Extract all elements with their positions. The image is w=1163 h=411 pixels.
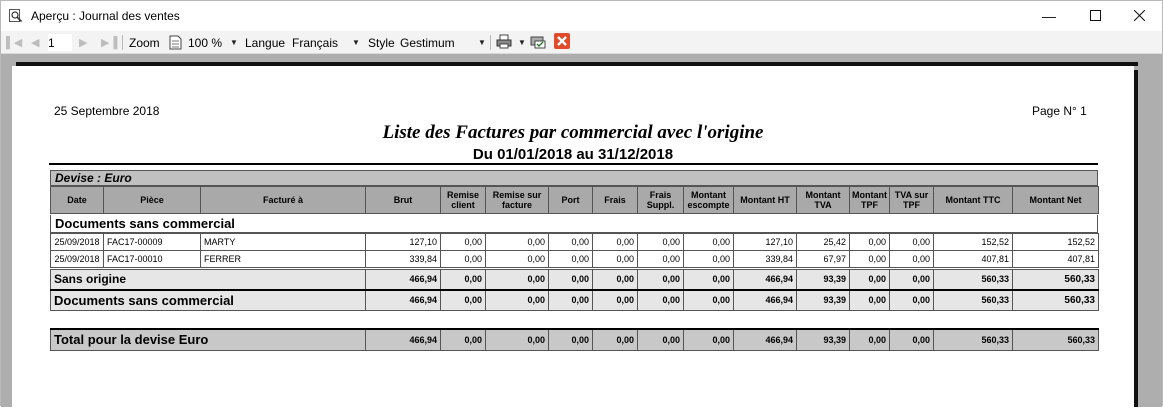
zoom-label: Zoom (129, 35, 160, 50)
cell-tpf: 0,00 (850, 270, 890, 290)
cell-net: 560,33 (1013, 329, 1099, 350)
cell-piece: FAC17-00010 (104, 251, 201, 268)
col-header-remise-facture: Remise sur facture (486, 187, 549, 214)
section-total-label: Documents sans commercial (51, 290, 366, 311)
print-dropdown-icon[interactable]: ▼ (518, 38, 526, 47)
page-number-input[interactable] (48, 34, 72, 51)
cell-remise-client: 0,00 (441, 329, 486, 350)
cell-net: 407,81 (1013, 251, 1099, 268)
toolbar-separator (122, 35, 123, 50)
grand-total-row (51, 329, 1099, 350)
cell-escompte: 0,00 (684, 234, 734, 251)
cell-frais-suppl: 0,00 (638, 234, 684, 251)
cell-ttc: 560,33 (934, 329, 1013, 350)
cell-brut: 466,94 (366, 290, 441, 311)
cell-tva: 93,39 (797, 290, 850, 311)
cell-frais-suppl: 0,00 (638, 290, 684, 311)
printer-icon (496, 34, 512, 52)
cell-piece: FAC17-00009 (104, 234, 201, 251)
cell-remise-facture: 0,00 (486, 234, 549, 251)
cell-frais-suppl: 0,00 (638, 329, 684, 350)
maximize-icon (1090, 8, 1101, 24)
col-header-remise-client: Remise client (441, 187, 486, 214)
page-zoom-icon (169, 34, 182, 51)
data-table (50, 233, 1099, 268)
cell-ttc: 560,33 (934, 290, 1013, 311)
col-header-frais-suppl: Frais Suppl. (638, 187, 684, 214)
style-label: Style (368, 35, 395, 50)
col-header-frais: Frais (593, 187, 638, 214)
close-window-button[interactable] (1116, 1, 1162, 31)
col-header-ht: Montant HT (734, 187, 797, 214)
cell-escompte: 0,00 (684, 251, 734, 268)
cell-tpf: 0,00 (850, 290, 890, 311)
zoom-select[interactable] (188, 34, 222, 51)
cell-ht: 466,94 (734, 329, 797, 350)
first-page-icon[interactable]: ▌◀ (6, 37, 23, 49)
cell-tva-tpf: 0,00 (890, 329, 934, 350)
langue-label: Langue (245, 35, 286, 50)
window-title: Aperçu : Journal des ventes (31, 9, 180, 23)
cell-port: 0,00 (549, 329, 593, 350)
cell-frais: 0,00 (593, 270, 638, 290)
cell-remise-facture: 0,00 (486, 251, 549, 268)
next-page-icon[interactable]: ▶ (79, 37, 88, 49)
minimize-icon: — (1042, 8, 1056, 24)
cell-ttc: 560,33 (934, 270, 1013, 290)
cell-brut: 127,10 (366, 234, 441, 251)
col-header-escompte: Montant escompte (684, 187, 734, 214)
cell-tva-tpf: 0,00 (890, 234, 934, 251)
col-header-ttc: Montant TTC (934, 187, 1013, 214)
cell-net: 152,52 (1013, 234, 1099, 251)
cell-escompte: 0,00 (684, 329, 734, 350)
cell-ht: 466,94 (734, 270, 797, 290)
toolbar-separator (490, 35, 491, 50)
vertical-scrollbar[interactable] (1140, 54, 1162, 407)
cell-tva: 93,39 (797, 270, 850, 290)
preview-viewer[interactable] (1, 54, 1162, 407)
cell-client: FERRER (201, 251, 366, 268)
cell-remise-facture: 0,00 (486, 329, 549, 350)
cell-ht: 127,10 (734, 234, 797, 251)
title-divider (49, 163, 1098, 165)
cell-tva: 25,42 (797, 234, 850, 251)
style-value: Gestimum (400, 35, 455, 50)
langue-value: Français (292, 35, 339, 50)
cell-escompte: 0,00 (684, 290, 734, 311)
preview-magnifier-icon (9, 9, 23, 23)
devise-band: Devise : Euro (50, 170, 1098, 186)
close-preview-button[interactable] (554, 34, 570, 51)
col-header-client: Facturé à (201, 187, 366, 214)
grand-total-label: Total pour la devise Euro (51, 329, 366, 350)
cell-date: 25/09/2018 (51, 234, 104, 251)
cell-brut: 339,84 (366, 251, 441, 268)
cell-ttc: 407,81 (934, 251, 1013, 268)
report-page (12, 66, 1134, 411)
cell-escompte: 0,00 (684, 270, 734, 290)
last-page-icon[interactable]: ▶▐ (101, 37, 118, 49)
cell-ht: 339,84 (734, 251, 797, 268)
col-header-piece: Pièce (104, 187, 201, 214)
style-select[interactable] (400, 34, 455, 51)
page-number-value: 1 (48, 35, 55, 50)
col-header-tpf: Montant TPF (850, 187, 890, 214)
close-red-icon (554, 33, 570, 52)
cell-remise-client: 0,00 (441, 290, 486, 311)
section-total-row (51, 290, 1099, 311)
cell-remise-facture: 0,00 (486, 290, 549, 311)
col-header-date: Date (51, 187, 104, 214)
cell-frais: 0,00 (593, 234, 638, 251)
report-date: 25 Septembre 2018 (54, 104, 160, 118)
cell-brut: 466,94 (366, 270, 441, 290)
cell-tpf: 0,00 (850, 234, 890, 251)
zoom-value: 100 % (188, 35, 223, 50)
cell-tva-tpf: 0,00 (890, 290, 934, 311)
cell-frais-suppl: 0,00 (638, 251, 684, 268)
cell-port: 0,00 (549, 251, 593, 268)
cell-client: MARTY (201, 234, 366, 251)
cell-port: 0,00 (549, 290, 593, 311)
title-bar (1, 1, 1162, 31)
sans-origine-label: Sans origine (51, 270, 366, 290)
sans-origine-row (51, 270, 1099, 290)
page-number-label: Page N° 1 (1032, 104, 1087, 118)
column-header-table (50, 186, 1099, 214)
zoom-dropdown-icon[interactable]: ▼ (230, 38, 238, 47)
col-header-net: Montant Net (1013, 187, 1099, 214)
close-icon (1134, 8, 1145, 24)
cell-date: 25/09/2018 (51, 251, 104, 268)
cell-tpf: 0,00 (850, 329, 890, 350)
subtotal-table (50, 269, 1099, 311)
table-row (51, 251, 1099, 268)
cell-remise-client: 0,00 (441, 251, 486, 268)
cell-ttc: 152,52 (934, 234, 1013, 251)
page-setup-icon (530, 34, 546, 52)
col-header-port: Port (549, 187, 593, 214)
cell-tva-tpf: 0,00 (890, 270, 934, 290)
cell-port: 0,00 (549, 234, 593, 251)
cell-tva: 67,97 (797, 251, 850, 268)
langue-select[interactable] (292, 34, 338, 51)
maximize-button[interactable] (1072, 1, 1118, 31)
langue-dropdown-icon[interactable]: ▼ (352, 38, 360, 47)
cell-frais: 0,00 (593, 329, 638, 350)
style-dropdown-icon[interactable]: ▼ (478, 38, 486, 47)
cell-remise-client: 0,00 (441, 270, 486, 290)
previous-page-icon[interactable]: ◀ (31, 37, 40, 49)
cell-tva-tpf: 0,00 (890, 251, 934, 268)
cell-frais: 0,00 (593, 251, 638, 268)
section-label: Documents sans commercial (50, 215, 1098, 233)
minimize-button[interactable] (1026, 1, 1072, 31)
cell-frais-suppl: 0,00 (638, 270, 684, 290)
cell-ht: 466,94 (734, 290, 797, 311)
report-period: Du 01/01/2018 au 31/12/2018 (472, 146, 674, 163)
table-row (51, 234, 1099, 251)
cell-tpf: 0,00 (850, 251, 890, 268)
page-setup-button[interactable] (530, 34, 546, 51)
page-shadow (1134, 70, 1138, 407)
cell-net: 560,33 (1013, 290, 1099, 311)
cell-frais: 0,00 (593, 290, 638, 311)
cell-tva: 93,39 (797, 329, 850, 350)
cell-remise-facture: 0,00 (486, 270, 549, 290)
cell-net: 560,33 (1013, 270, 1099, 290)
cell-brut: 466,94 (366, 329, 441, 350)
print-button[interactable] (496, 34, 512, 51)
cell-port: 0,00 (549, 270, 593, 290)
report-title: Liste des Factures par commercial avec l'origine (382, 122, 764, 143)
preview-toolbar (1, 31, 1162, 54)
cell-remise-client: 0,00 (441, 234, 486, 251)
col-header-tva-tpf: TVA sur TPF (890, 187, 934, 214)
grand-total-table (50, 328, 1099, 351)
col-header-brut: Brut (366, 187, 441, 214)
col-header-tva: Montant TVA (797, 187, 850, 214)
